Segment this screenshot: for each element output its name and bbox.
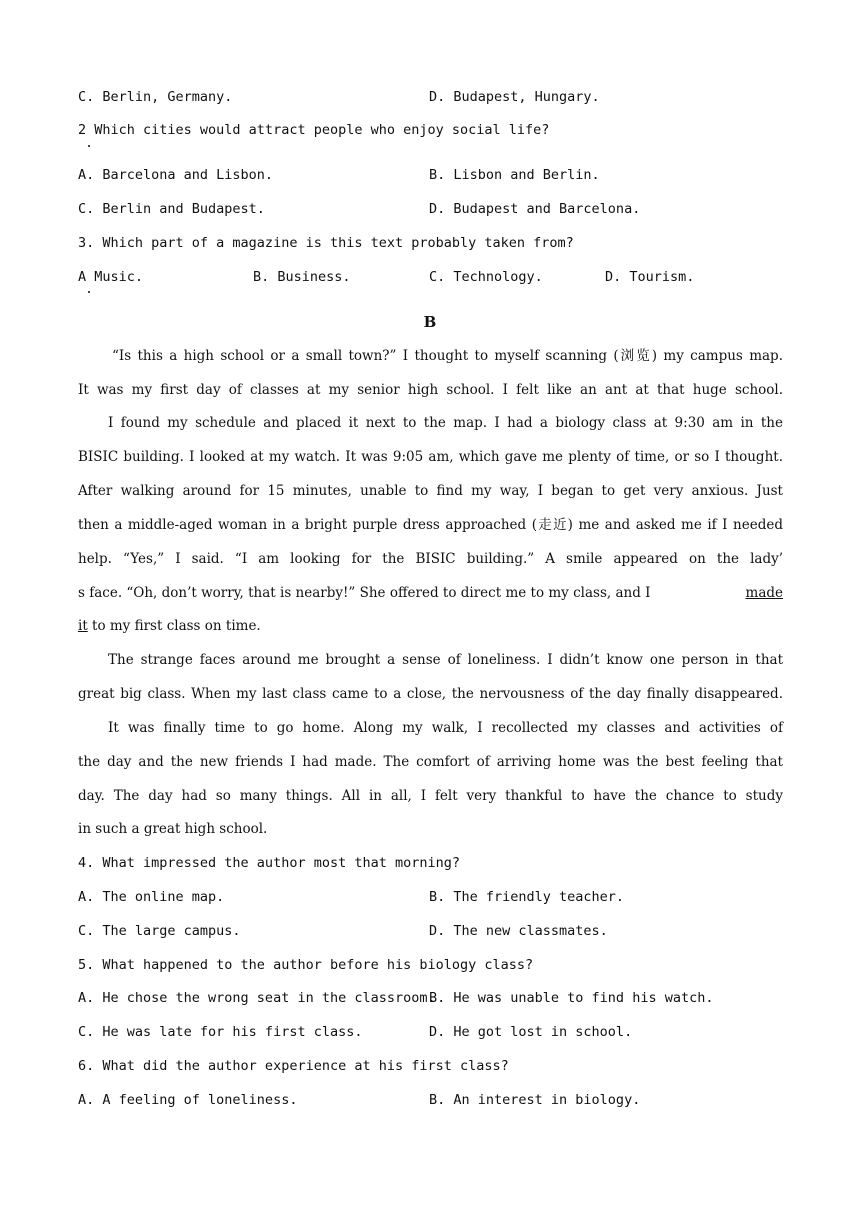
q4-option-d: D. The new classmates. bbox=[429, 923, 608, 939]
passage-p1-line-1: “Is this a high school or a small town?” I thought to myself scanning (浏览) my campus map. bbox=[112, 348, 783, 364]
passage-p3-line-1: The strange faces around me brought a sense of loneliness. I didn’t know one person in that bbox=[108, 652, 783, 668]
q2-options-row-2 bbox=[78, 200, 783, 218]
q3-options-row bbox=[78, 268, 783, 286]
q4-option-a: A. The online map. bbox=[78, 889, 225, 905]
q4-options-row-1 bbox=[78, 888, 783, 906]
q5-stem: 5. What happened to the author before his biology class? bbox=[78, 957, 534, 973]
q5-options-row-1 bbox=[78, 989, 783, 1007]
passage-p4-line-2: the day and the new friends I had made. The comfort of arriving home was the best feeling that bbox=[78, 754, 783, 770]
q3-option-a: A Music. bbox=[78, 269, 144, 285]
passage-p2-line-5: help. “Yes,” I said. “I am looking for the BISIC building.” A smile appeared on the lady’ bbox=[78, 551, 783, 567]
passage-p2-line-7-text: to my first class on time. bbox=[87, 618, 261, 634]
q3-dot-mark bbox=[88, 291, 90, 293]
passage-p2-line-4: then a middle-aged woman in a bright purple dress approached (走近) me and asked me if I needed bbox=[78, 517, 783, 533]
q2-option-b: B. Lisbon and Berlin. bbox=[429, 167, 600, 183]
q2-dot-mark bbox=[88, 145, 90, 147]
passage-underlined-made: made bbox=[745, 585, 783, 601]
q2-options-row-1 bbox=[78, 166, 783, 184]
q5-option-a: A. He chose the wrong seat in the classroom. bbox=[78, 990, 436, 1006]
passage-p2-line-3: After walking around for 15 minutes, unable to find my way, I began to get very anxious. Just bbox=[78, 483, 783, 499]
q5-option-b: B. He was unable to find his watch. bbox=[429, 990, 714, 1006]
q2-option-a: A. Barcelona and Lisbon. bbox=[78, 167, 274, 183]
q2-option-d: D. Budapest and Barcelona. bbox=[429, 201, 641, 217]
q2-option-c: C. Berlin and Budapest. bbox=[78, 201, 265, 217]
passage-p1-line-2: It was my first day of classes at my senior high school. I felt like an ant at that huge school. bbox=[78, 382, 783, 398]
q6-option-b: B. An interest in biology. bbox=[429, 1092, 641, 1108]
q4-stem: 4. What impressed the author most that morning? bbox=[78, 855, 461, 871]
passage-underlined-it: it bbox=[78, 618, 88, 634]
q4-option-b: B. The friendly teacher. bbox=[429, 889, 625, 905]
q4-option-c: C. The large campus. bbox=[78, 923, 241, 939]
q1-options-row-2 bbox=[78, 88, 783, 106]
q5-option-d: D. He got lost in school. bbox=[429, 1024, 633, 1040]
passage-p2-line-7 bbox=[78, 617, 783, 635]
passage-p3-line-2: great big class. When my last class came to a close, the nervousness of the day finally disappeared. bbox=[78, 686, 783, 702]
q6-stem: 6. What did the author experience at his first class? bbox=[78, 1058, 509, 1074]
q6-option-a: A. A feeling of loneliness. bbox=[78, 1092, 298, 1108]
passage-p4-line-3: day. The day had so many things. All in all, I felt very thankful to have the chance to study bbox=[78, 788, 783, 804]
q3-stem: 3. Which part of a magazine is this text probably taken from? bbox=[78, 235, 574, 251]
passage-p2-line-1: I found my schedule and placed it next to the map. I had a biology class at 9:30 am in the bbox=[108, 415, 783, 431]
q3-option-b: B. Business. bbox=[253, 269, 351, 285]
q1-option-c: C. Berlin, Germany. bbox=[78, 89, 233, 105]
q5-option-c: C. He was late for his first class. bbox=[78, 1024, 363, 1040]
passage-p4-line-1: It was finally time to go home. Along my walk, I recollected my classes and activities of bbox=[108, 720, 783, 736]
passage-p4-line-4: in such a great high school. bbox=[78, 821, 268, 837]
q2-stem: 2 Which cities would attract people who enjoy social life? bbox=[78, 122, 550, 138]
q1-option-d: D. Budapest, Hungary. bbox=[429, 89, 600, 105]
q4-options-row-2 bbox=[78, 922, 783, 940]
q6-options-row-1 bbox=[78, 1091, 783, 1109]
q3-option-c: C. Technology. bbox=[429, 269, 543, 285]
section-b-heading: B bbox=[423, 313, 437, 331]
passage-p2-line-6 bbox=[78, 584, 783, 602]
passage-p2-line-6-text: s face. “Oh, don’t worry, that is nearby!” She offered to direct me to my class, and I bbox=[78, 585, 651, 601]
q3-option-d: D. Tourism. bbox=[605, 269, 695, 285]
passage-p2-line-2: BISIC building. I looked at my watch. It was 9:05 am, which gave me plenty of time, or so I thought. bbox=[78, 449, 783, 465]
q5-options-row-2 bbox=[78, 1023, 783, 1041]
